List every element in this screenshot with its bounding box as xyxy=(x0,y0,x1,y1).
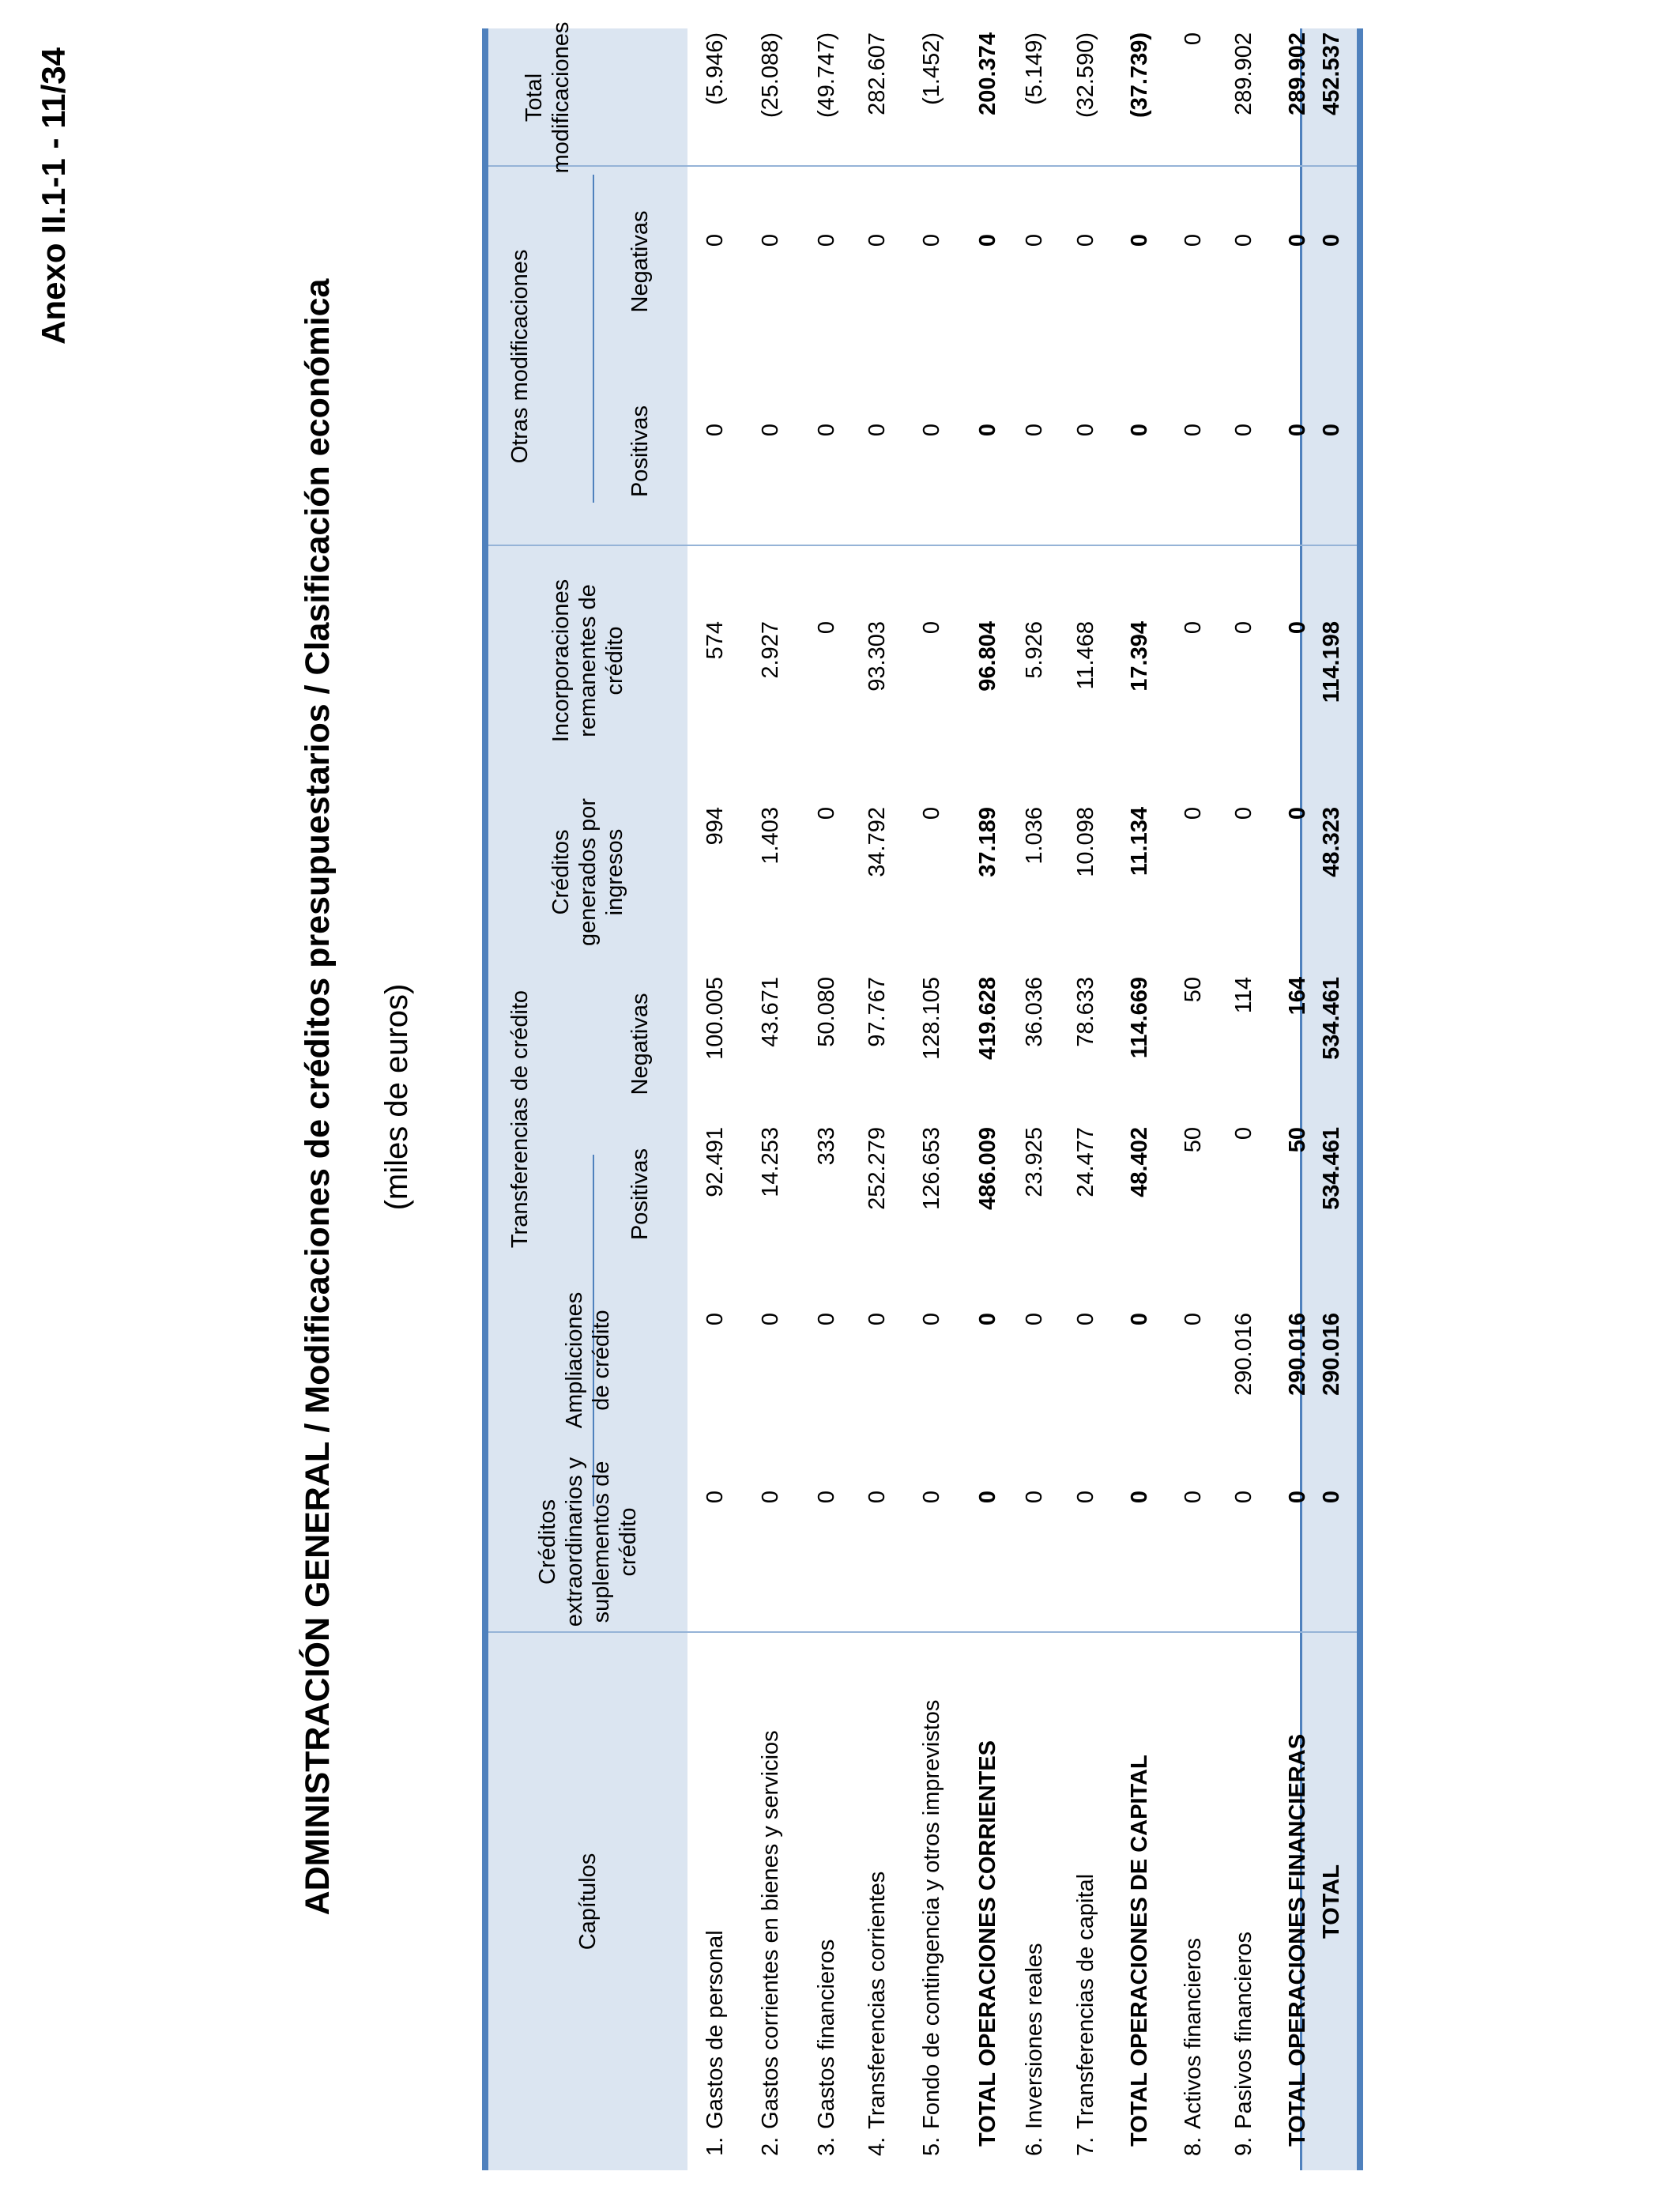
value-cell: 0 xyxy=(1180,807,1206,820)
value-cell: 37.189 xyxy=(974,807,1000,877)
table-row xyxy=(1013,28,1056,2170)
value-cell: 0 xyxy=(918,424,944,437)
value-cell: 289.902 xyxy=(1230,32,1256,115)
header-generados: Créditos generados por ingresos xyxy=(548,797,627,947)
value-cell: 11.134 xyxy=(1126,807,1152,876)
value-cell: 0 xyxy=(1284,424,1310,437)
annex-label: Anexo II.1-1 - 11/34 xyxy=(35,47,72,345)
value-cell: 0 xyxy=(1284,807,1310,820)
value-cell: 0 xyxy=(1284,621,1310,635)
value-cell: 0 xyxy=(974,1491,1000,1504)
row-label xyxy=(1064,1633,1107,2170)
value-cell: 126.653 xyxy=(918,1127,944,1210)
value-cell: 534.461 xyxy=(1318,977,1344,1060)
value-cell: (1.452) xyxy=(918,32,944,105)
value-cell: 48.402 xyxy=(1126,1127,1152,1197)
value-cell: 0 xyxy=(757,1313,783,1326)
header-ampliaciones: Ampliaciones de crédito xyxy=(562,1291,614,1429)
chapter-number: 3. xyxy=(813,2136,839,2156)
value-cell: 574 xyxy=(702,621,728,660)
value-cell: 0 xyxy=(702,1313,728,1326)
row-label xyxy=(694,1633,736,2170)
chapter-number: 5. xyxy=(918,2136,944,2156)
subtotal-row xyxy=(1118,28,1161,2170)
value-cell: 34.792 xyxy=(864,807,890,877)
value-cell: 0 xyxy=(1230,234,1256,247)
chapter-label: Gastos financieros xyxy=(813,1939,839,2129)
value-cell: 0 xyxy=(757,424,783,437)
chapter-label: Transferencias corrientes xyxy=(864,1871,890,2129)
value-cell: (37.739) xyxy=(1126,32,1152,119)
table-row xyxy=(694,28,736,2170)
value-cell: 0 xyxy=(1180,424,1206,437)
grand-total-row xyxy=(1310,28,1353,2170)
table-top-rule xyxy=(482,28,488,2170)
value-cell: 0 xyxy=(1180,32,1206,46)
value-cell: 50 xyxy=(1284,1127,1310,1153)
value-cell: 0 xyxy=(1318,1491,1344,1504)
chapter-label: Gastos corrientes en bienes y servicios xyxy=(757,1730,783,2129)
value-cell: 1.403 xyxy=(757,807,783,865)
value-cell: 252.279 xyxy=(864,1127,890,1210)
value-cell: 50 xyxy=(1180,977,1206,1003)
value-cell: (32.590) xyxy=(1072,32,1098,119)
value-cell: 0 xyxy=(1230,1127,1256,1140)
value-cell: 0 xyxy=(757,1491,783,1504)
value-cell: 0 xyxy=(864,424,890,437)
value-cell: 50 xyxy=(1180,1127,1206,1153)
chapter-label: Inversiones reales xyxy=(1021,1943,1047,2129)
value-cell: 0 xyxy=(864,1313,890,1326)
value-cell: 128.105 xyxy=(918,977,944,1060)
row-label xyxy=(1310,1633,1353,2170)
row-label xyxy=(749,1633,792,2170)
chapter-number: 6. xyxy=(1021,2136,1047,2156)
value-cell: 290.016 xyxy=(1318,1313,1344,1396)
value-cell: 0 xyxy=(813,1491,839,1504)
header-total: Total modificaciones xyxy=(522,21,574,174)
chapter-number: 1. xyxy=(702,2136,728,2156)
value-cell: 0 xyxy=(918,234,944,247)
value-cell: 0 xyxy=(1072,1491,1098,1504)
value-cell: (5.946) xyxy=(702,32,728,105)
value-cell: 92.491 xyxy=(702,1127,728,1197)
value-cell: 290.016 xyxy=(1230,1313,1256,1396)
value-cell: 289.902 xyxy=(1284,32,1310,115)
value-cell: 23.925 xyxy=(1021,1127,1047,1197)
header-otras-positivas: Positivas xyxy=(627,405,653,498)
value-cell: 486.009 xyxy=(974,1127,1000,1210)
value-cell: 11.468 xyxy=(1072,621,1098,690)
value-cell: 0 xyxy=(813,234,839,247)
row-label xyxy=(1222,1633,1265,2170)
value-cell: 0 xyxy=(974,424,1000,437)
value-cell: 36.036 xyxy=(1021,977,1047,1047)
value-cell: 97.767 xyxy=(864,977,890,1047)
row-label xyxy=(1013,1633,1056,2170)
subtotal-row xyxy=(966,28,1009,2170)
value-cell: 0 xyxy=(1230,424,1256,437)
value-cell: 48.323 xyxy=(1318,807,1344,877)
value-cell: (25.088) xyxy=(757,32,783,119)
value-cell: 0 xyxy=(1072,1313,1098,1326)
chapter-number: 9. xyxy=(1230,2136,1256,2156)
value-cell: 0 xyxy=(974,1313,1000,1326)
value-cell: 0 xyxy=(974,234,1000,247)
value-cell: 114.669 xyxy=(1126,977,1152,1059)
value-cell: 0 xyxy=(1126,1313,1152,1326)
value-cell: 452.537 xyxy=(1318,32,1344,115)
chapter-label: Gastos de personal xyxy=(702,1930,728,2129)
value-cell: 0 xyxy=(864,1491,890,1504)
value-cell: 0 xyxy=(1318,234,1344,247)
row-label xyxy=(856,1633,898,2170)
value-cell: 1.036 xyxy=(1021,807,1047,865)
table-row xyxy=(1172,28,1215,2170)
value-cell: 10.098 xyxy=(1072,807,1098,877)
value-cell: 0 xyxy=(702,424,728,437)
header-otras-negativas: Negativas xyxy=(627,210,653,313)
value-cell: 114 xyxy=(1230,977,1256,1014)
value-cell: 17.394 xyxy=(1126,621,1152,692)
table-row xyxy=(805,28,848,2170)
value-cell: 0 xyxy=(1230,807,1256,820)
chapter-number: 2. xyxy=(757,2136,783,2156)
budget-table xyxy=(482,21,1363,2170)
chapter-label: TOTAL OPERACIONES FINANCIERAS xyxy=(1284,1733,1310,2147)
chapter-number: 4. xyxy=(864,2136,890,2156)
row-label xyxy=(1118,1633,1161,2170)
header-otras: Otras modificaciones xyxy=(507,249,533,464)
value-cell: 24.477 xyxy=(1072,1127,1098,1197)
value-cell: 0 xyxy=(1284,1491,1310,1504)
table-bottom-rule xyxy=(1357,28,1363,2170)
value-cell: 0 xyxy=(918,807,944,820)
value-cell: 0 xyxy=(918,621,944,635)
header-transf-positivas: Positivas xyxy=(627,1148,653,1241)
value-cell: 0 xyxy=(1021,1313,1047,1326)
row-label xyxy=(966,1633,1009,2170)
value-cell: 534.461 xyxy=(1318,1127,1344,1210)
value-cell: 0 xyxy=(1284,234,1310,247)
value-cell: (49.747) xyxy=(813,32,839,119)
value-cell: 164 xyxy=(1284,977,1310,1016)
chapter-label: TOTAL OPERACIONES CORRIENTES xyxy=(974,1740,1000,2147)
value-cell: 0 xyxy=(1230,621,1256,635)
value-cell: 0 xyxy=(1021,1491,1047,1504)
value-cell: 0 xyxy=(1021,234,1047,247)
value-cell: 0 xyxy=(1318,424,1344,437)
value-cell: 0 xyxy=(813,621,839,635)
value-cell: 14.253 xyxy=(757,1127,783,1197)
value-cell: 0 xyxy=(813,807,839,820)
value-cell: (5.149) xyxy=(1021,32,1047,105)
header-incorporaciones: Incorporaciones remanentes de crédito xyxy=(548,579,627,743)
chapter-number: 8. xyxy=(1180,2136,1206,2156)
chapter-label: TOTAL OPERACIONES DE CAPITAL xyxy=(1126,1755,1152,2147)
value-cell: 43.671 xyxy=(757,977,783,1047)
value-cell: 93.303 xyxy=(864,621,890,692)
chapter-label: Activos financieros xyxy=(1180,1938,1206,2129)
value-cell: 114.198 xyxy=(1318,621,1344,703)
value-cell: 290.016 xyxy=(1284,1313,1310,1396)
value-cell: 0 xyxy=(1021,424,1047,437)
value-cell: 0 xyxy=(1072,234,1098,247)
value-cell: 96.804 xyxy=(974,621,1000,692)
value-cell: 0 xyxy=(1126,234,1152,247)
chapter-label: Transferencias de capital xyxy=(1072,1873,1098,2129)
chapter-number: 7. xyxy=(1072,2136,1098,2156)
value-cell: 5.926 xyxy=(1021,621,1047,679)
table-row xyxy=(856,28,898,2170)
value-cell: 0 xyxy=(1126,424,1152,437)
value-cell: 0 xyxy=(702,234,728,247)
value-cell: 0 xyxy=(1230,1491,1256,1504)
value-cell: 200.374 xyxy=(974,32,1000,115)
value-cell: 0 xyxy=(1126,1491,1152,1504)
value-cell: 100.005 xyxy=(702,977,728,1060)
header-transf-negativas: Negativas xyxy=(627,993,653,1095)
value-cell: 0 xyxy=(813,424,839,437)
value-cell: 0 xyxy=(918,1313,944,1326)
value-cell: 333 xyxy=(813,1127,839,1166)
header-transferencias: Transferencias de crédito xyxy=(507,990,533,1249)
value-cell: 419.628 xyxy=(974,977,1000,1060)
units-subtitle: (miles de euros) xyxy=(379,983,414,1211)
value-cell: 0 xyxy=(1072,424,1098,437)
page-title: ADMINISTRACIÓN GENERAL / Modificaciones de créditos presupuestarios / Clasificación económica xyxy=(299,278,337,1916)
value-cell: 2.927 xyxy=(757,621,783,679)
value-cell: 0 xyxy=(1180,234,1206,247)
table-row xyxy=(910,28,953,2170)
table-row xyxy=(1222,28,1265,2170)
row-label xyxy=(910,1633,953,2170)
value-cell: 994 xyxy=(702,807,728,846)
chapter-label: TOTAL xyxy=(1318,1864,1344,1939)
chapter-label: Pasivos financieros xyxy=(1230,1931,1256,2129)
value-cell: 0 xyxy=(1180,1313,1206,1326)
value-cell: 0 xyxy=(702,1491,728,1504)
value-cell: 0 xyxy=(918,1491,944,1504)
value-cell: 0 xyxy=(1180,1491,1206,1504)
value-cell: 0 xyxy=(1180,621,1206,635)
value-cell: 0 xyxy=(864,234,890,247)
value-cell: 78.633 xyxy=(1072,977,1098,1047)
row-label xyxy=(1172,1633,1215,2170)
value-cell: 0 xyxy=(813,1313,839,1326)
header-capitulos: Capítulos xyxy=(575,1853,601,1951)
table-row xyxy=(749,28,792,2170)
table-row xyxy=(1064,28,1107,2170)
chapter-label: Fondo de contingencia y otros imprevistos xyxy=(918,1699,944,2129)
value-cell: 0 xyxy=(757,234,783,247)
value-cell: 50.080 xyxy=(813,977,839,1047)
otras-underline xyxy=(593,175,594,503)
header-extraordinarios: Créditos extraordinarios y suplementos de crédito xyxy=(535,1457,641,1627)
value-cell: 282.607 xyxy=(864,32,890,115)
row-label xyxy=(805,1633,848,2170)
